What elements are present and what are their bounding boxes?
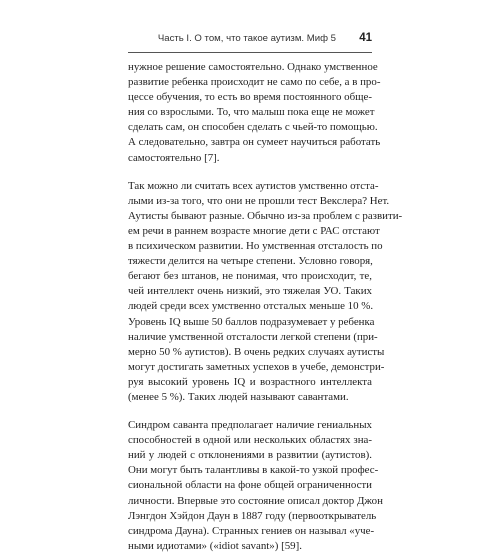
text-line: сиональной области на фоне общей ограниченности <box>128 479 372 492</box>
text-line: ем речи в раннем возрасте многие дети с РАС отстают <box>128 224 380 237</box>
page-number: 41 <box>359 32 372 44</box>
text-line: сделать сам, он способен сделать с чьей-то помощью. <box>128 121 378 134</box>
page-header <box>128 32 372 48</box>
text-line: цессе обучения, то есть во время постоянного обще- <box>128 91 372 104</box>
paragraph <box>128 179 403 405</box>
text-line: Лэнгдон Хэйдон Даун в 1887 году (первооткрыватель <box>128 509 377 522</box>
text-line: могут достигать заметных успехов в учебе, демонстри- <box>128 360 385 373</box>
text-line: лыми из-за того, что они не прошли тест Векслера? Нет. <box>128 194 390 207</box>
text-line: мерно 50 % аутистов). В очень редких случаях аутисты <box>128 345 385 358</box>
paragraph <box>128 418 383 554</box>
text-line: руя высокий уровень IQ и возрастного интеллекта <box>128 375 372 388</box>
text-line: Синдром саванта предполагает наличие гениальных <box>128 419 372 432</box>
text-line: тяжести делится на четыре степени. Условно говоря, <box>128 255 373 268</box>
text-line: способностей в одной или нескольких областях зна- <box>128 434 372 447</box>
text-line: ния со взрослыми. То, что малыш пока еще не может <box>128 106 375 119</box>
text-line: чей интеллект очень низкий, это тяжелая УО. Таких <box>128 285 372 298</box>
text-line: ными идиотами» («idiot savant») [59]. <box>128 539 302 552</box>
text-line: А следовательно, завтра он сумеет научиться работать <box>128 136 381 149</box>
text-line: наличие умственной отсталости легкой степени (при- <box>128 330 378 343</box>
text-line: ний у людей с отклонениями в развитии (аутистов). <box>128 449 372 462</box>
text-line: развитие ребенка происходит не само по себе, а в про- <box>128 76 381 89</box>
text-line: бегают без штанов, не понимая, что происходит, те, <box>128 270 372 283</box>
running-head: Часть I. О том, что такое аутизм. Миф 5 <box>157 33 336 44</box>
paragraph <box>128 60 381 166</box>
text-line: Аутисты бывают разные. Обычно из-за проблем с развити- <box>128 209 403 222</box>
text-line: нужное решение самостоятельно. Однако умственное <box>128 61 378 73</box>
header-rule <box>128 52 372 53</box>
text-line: в психическом развитии. Но умственная отсталость по <box>128 240 383 253</box>
body-text <box>128 60 403 554</box>
text-line: личности. Впервые это состояние описал доктор Джон <box>128 494 383 507</box>
text-line: Они могут быть талантливы в какой-то узкой профес- <box>128 464 379 477</box>
text-line: людей среди всех умственно отсталых меньше 10 %. <box>128 300 374 313</box>
text-line: (менее 5 %). Таких людей называют савантами. <box>128 390 349 403</box>
text-line: синдрома Дауна). Странных гениев он называл «уче- <box>128 524 375 537</box>
text-line: Уровень IQ выше 50 баллов подразумевает у ребенка <box>128 315 375 328</box>
text-line: самостоятельно [7]. <box>128 151 220 164</box>
text-line: Так можно ли считать всех аутистов умственно отста- <box>128 179 379 192</box>
